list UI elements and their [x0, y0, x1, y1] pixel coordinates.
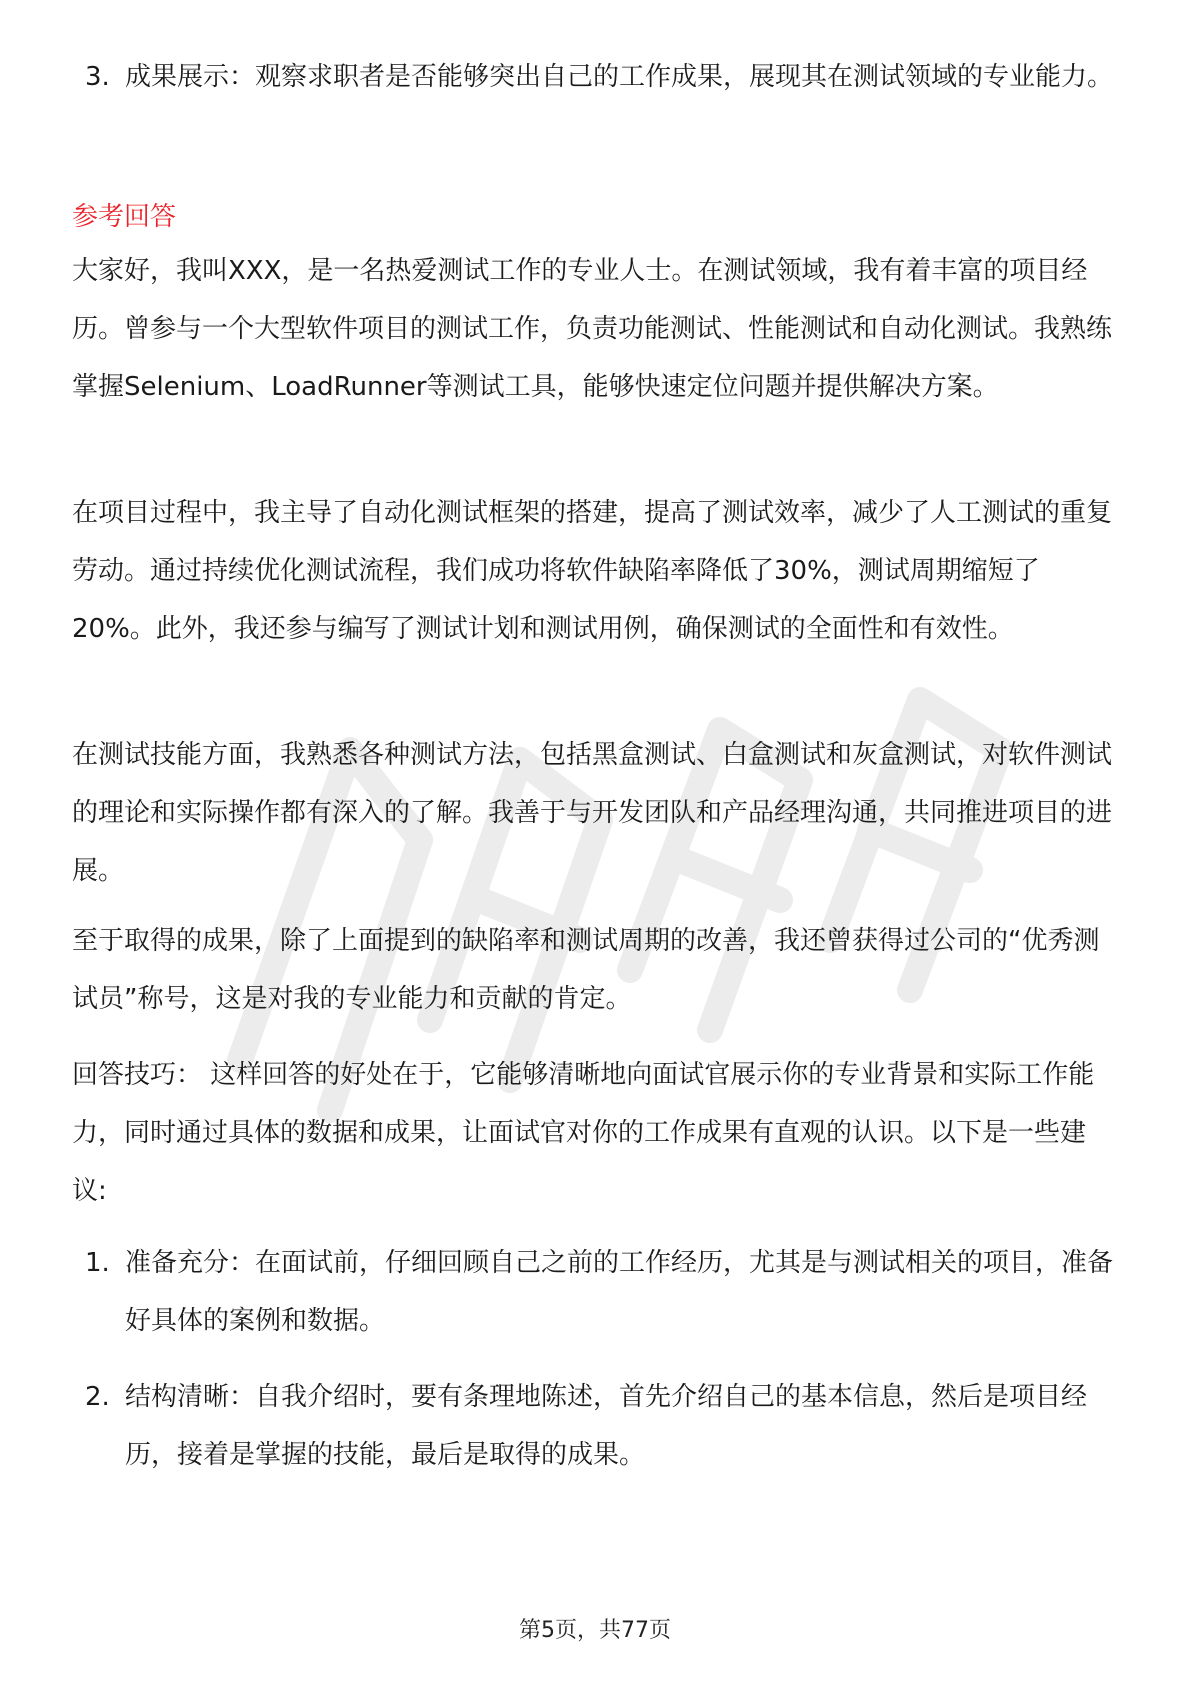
list-item-prepare	[85, 1234, 1115, 1350]
list-item-achievement-display	[85, 48, 1115, 106]
section-heading-reference-answer: 参考回答	[72, 202, 177, 232]
paragraph-project-process: 在项目过程中，我主导了自动化测试框架的搭建，提高了测试效率，减少了人工测试的重复劳动。通过持续优化测试流程，我们成功将软件缺陷率降低了30%，测试周期缩短了20%。此外，我还参与编写了测试计划和测试用例，确保测试的全面性和有效性。	[72, 498, 1113, 644]
list-number: 3.	[85, 62, 110, 92]
list-number: 1.	[85, 1248, 110, 1278]
list-item-text: 准备充分：在面试前，仔细回顾自己之前的工作经历，尤其是与测试相关的项目，准备好具体的案例和数据。	[125, 1248, 1114, 1336]
paragraph-introduction: 大家好，我叫XXX，是一名热爱测试工作的专业人士。在测试领域，我有着丰富的项目经历。曾参与一个大型软件项目的测试工作，负责功能测试、性能测试和自动化测试。我熟练掌握Selenium、LoadRunner等测试工具，能够快速定位问题并提供解决方案。	[72, 256, 1113, 402]
paragraph-testing-skills: 在测试技能方面，我熟悉各种测试方法，包括黑盒测试、白盒测试和灰盒测试，对软件测试的理论和实际操作都有深入的了解。我善于与开发团队和产品经理沟通，共同推进项目的进展。	[72, 740, 1113, 886]
list-item-text: 结构清晰：自我介绍时，要有条理地陈述，首先介绍自己的基本信息，然后是项目经历，接着是掌握的技能，最后是取得的成果。	[125, 1382, 1088, 1470]
paragraph-achievements: 至于取得的成果，除了上面提到的缺陷率和测试周期的改善，我还曾获得过公司的“优秀测试员”称号，这是对我的专业能力和贡献的肯定。	[72, 926, 1100, 1014]
page-footer: 第5页，共77页	[519, 1618, 671, 1643]
list-item-structure	[85, 1368, 1115, 1484]
paragraph-answer-tips: 回答技巧： 这样回答的好处在于，它能够清晰地向面试官展示你的专业背景和实际工作能力，同时通过具体的数据和成果，让面试官对你的工作成果有直观的认识。以下是一些建议:	[72, 1060, 1095, 1206]
list-item-text: 成果展示：观察求职者是否能够突出自己的工作成果，展现其在测试领域的专业能力。	[125, 62, 1114, 92]
list-number: 2.	[85, 1382, 110, 1412]
